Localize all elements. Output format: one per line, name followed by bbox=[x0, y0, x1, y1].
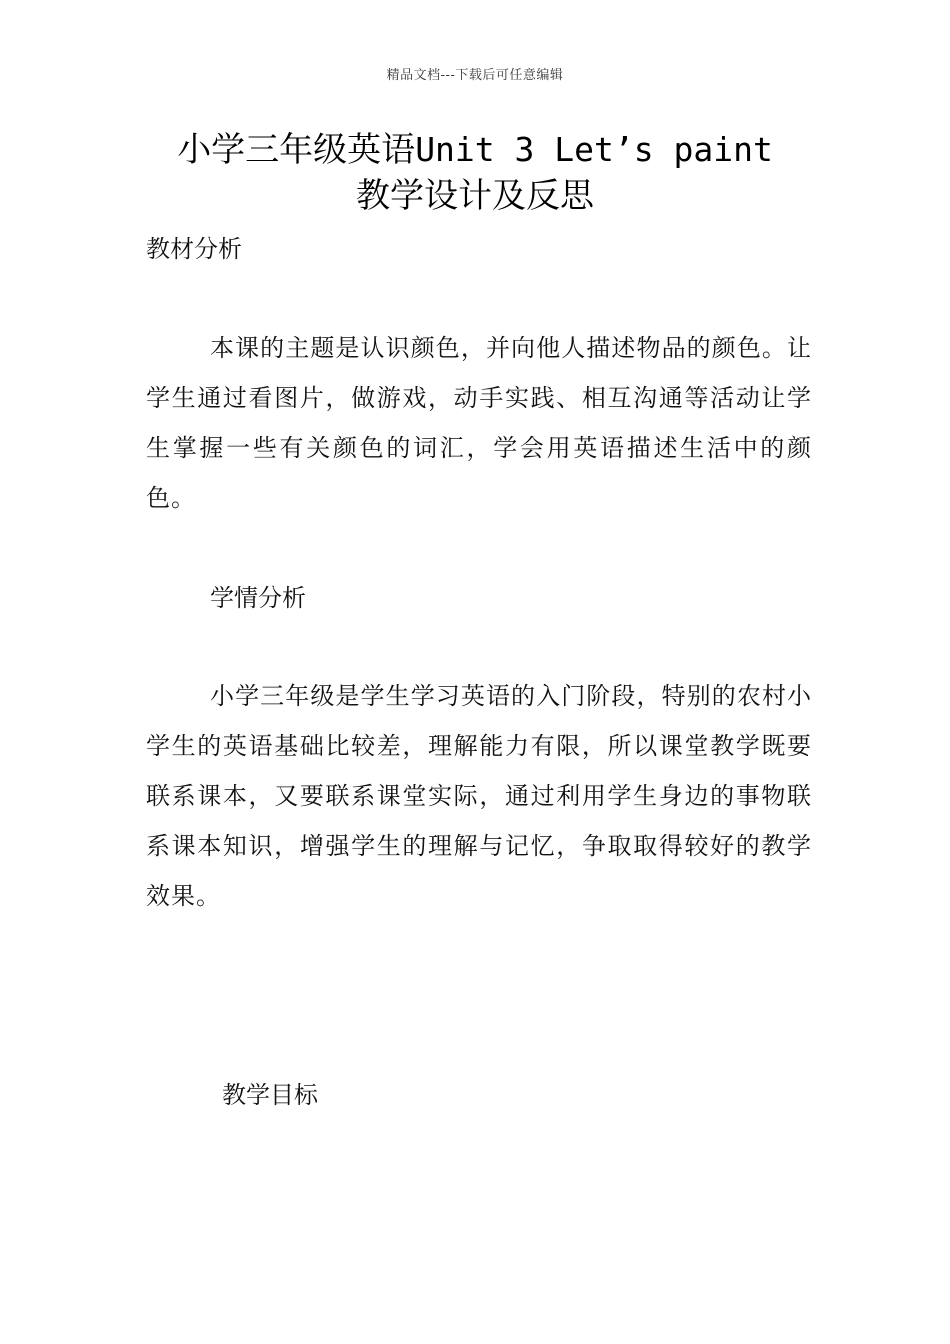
document-title bbox=[120, 127, 830, 219]
title-chinese-part: 小学三年级英语 bbox=[177, 130, 416, 170]
heading-teaching-goals: 教学目标 bbox=[222, 1081, 318, 1109]
paragraph-material-analysis: 本课的主题是认识颜色，并向他人描述物品的颜色。让学生通过看图片，做游戏，动手实践、相互沟通等活动让学生掌握一些有关颜色的词汇，学会用英语描述生活中的颜色。 bbox=[146, 334, 812, 512]
paragraph-student-analysis: 小学三年级是学生学习英语的入门阶段，特别的农村小学生的英语基础比较差，理解能力有限，所以课堂教学既要联系课本，又要联系课堂实际，通过利用学生身边的事物联系课本知识，增强学生的理解与记忆，争取取得较好的教学效果。 bbox=[146, 682, 812, 910]
heading-student-analysis: 学情分析 bbox=[210, 584, 306, 612]
title-latin-part: Unit 3 Let’s paint bbox=[415, 130, 773, 169]
title-line-2: 教学设计及反思 bbox=[356, 176, 594, 216]
header-note: 精品文档---下载后可任意编辑 bbox=[386, 68, 564, 83]
title-line-1 bbox=[120, 127, 830, 173]
heading-material-analysis: 教材分析 bbox=[146, 235, 242, 263]
